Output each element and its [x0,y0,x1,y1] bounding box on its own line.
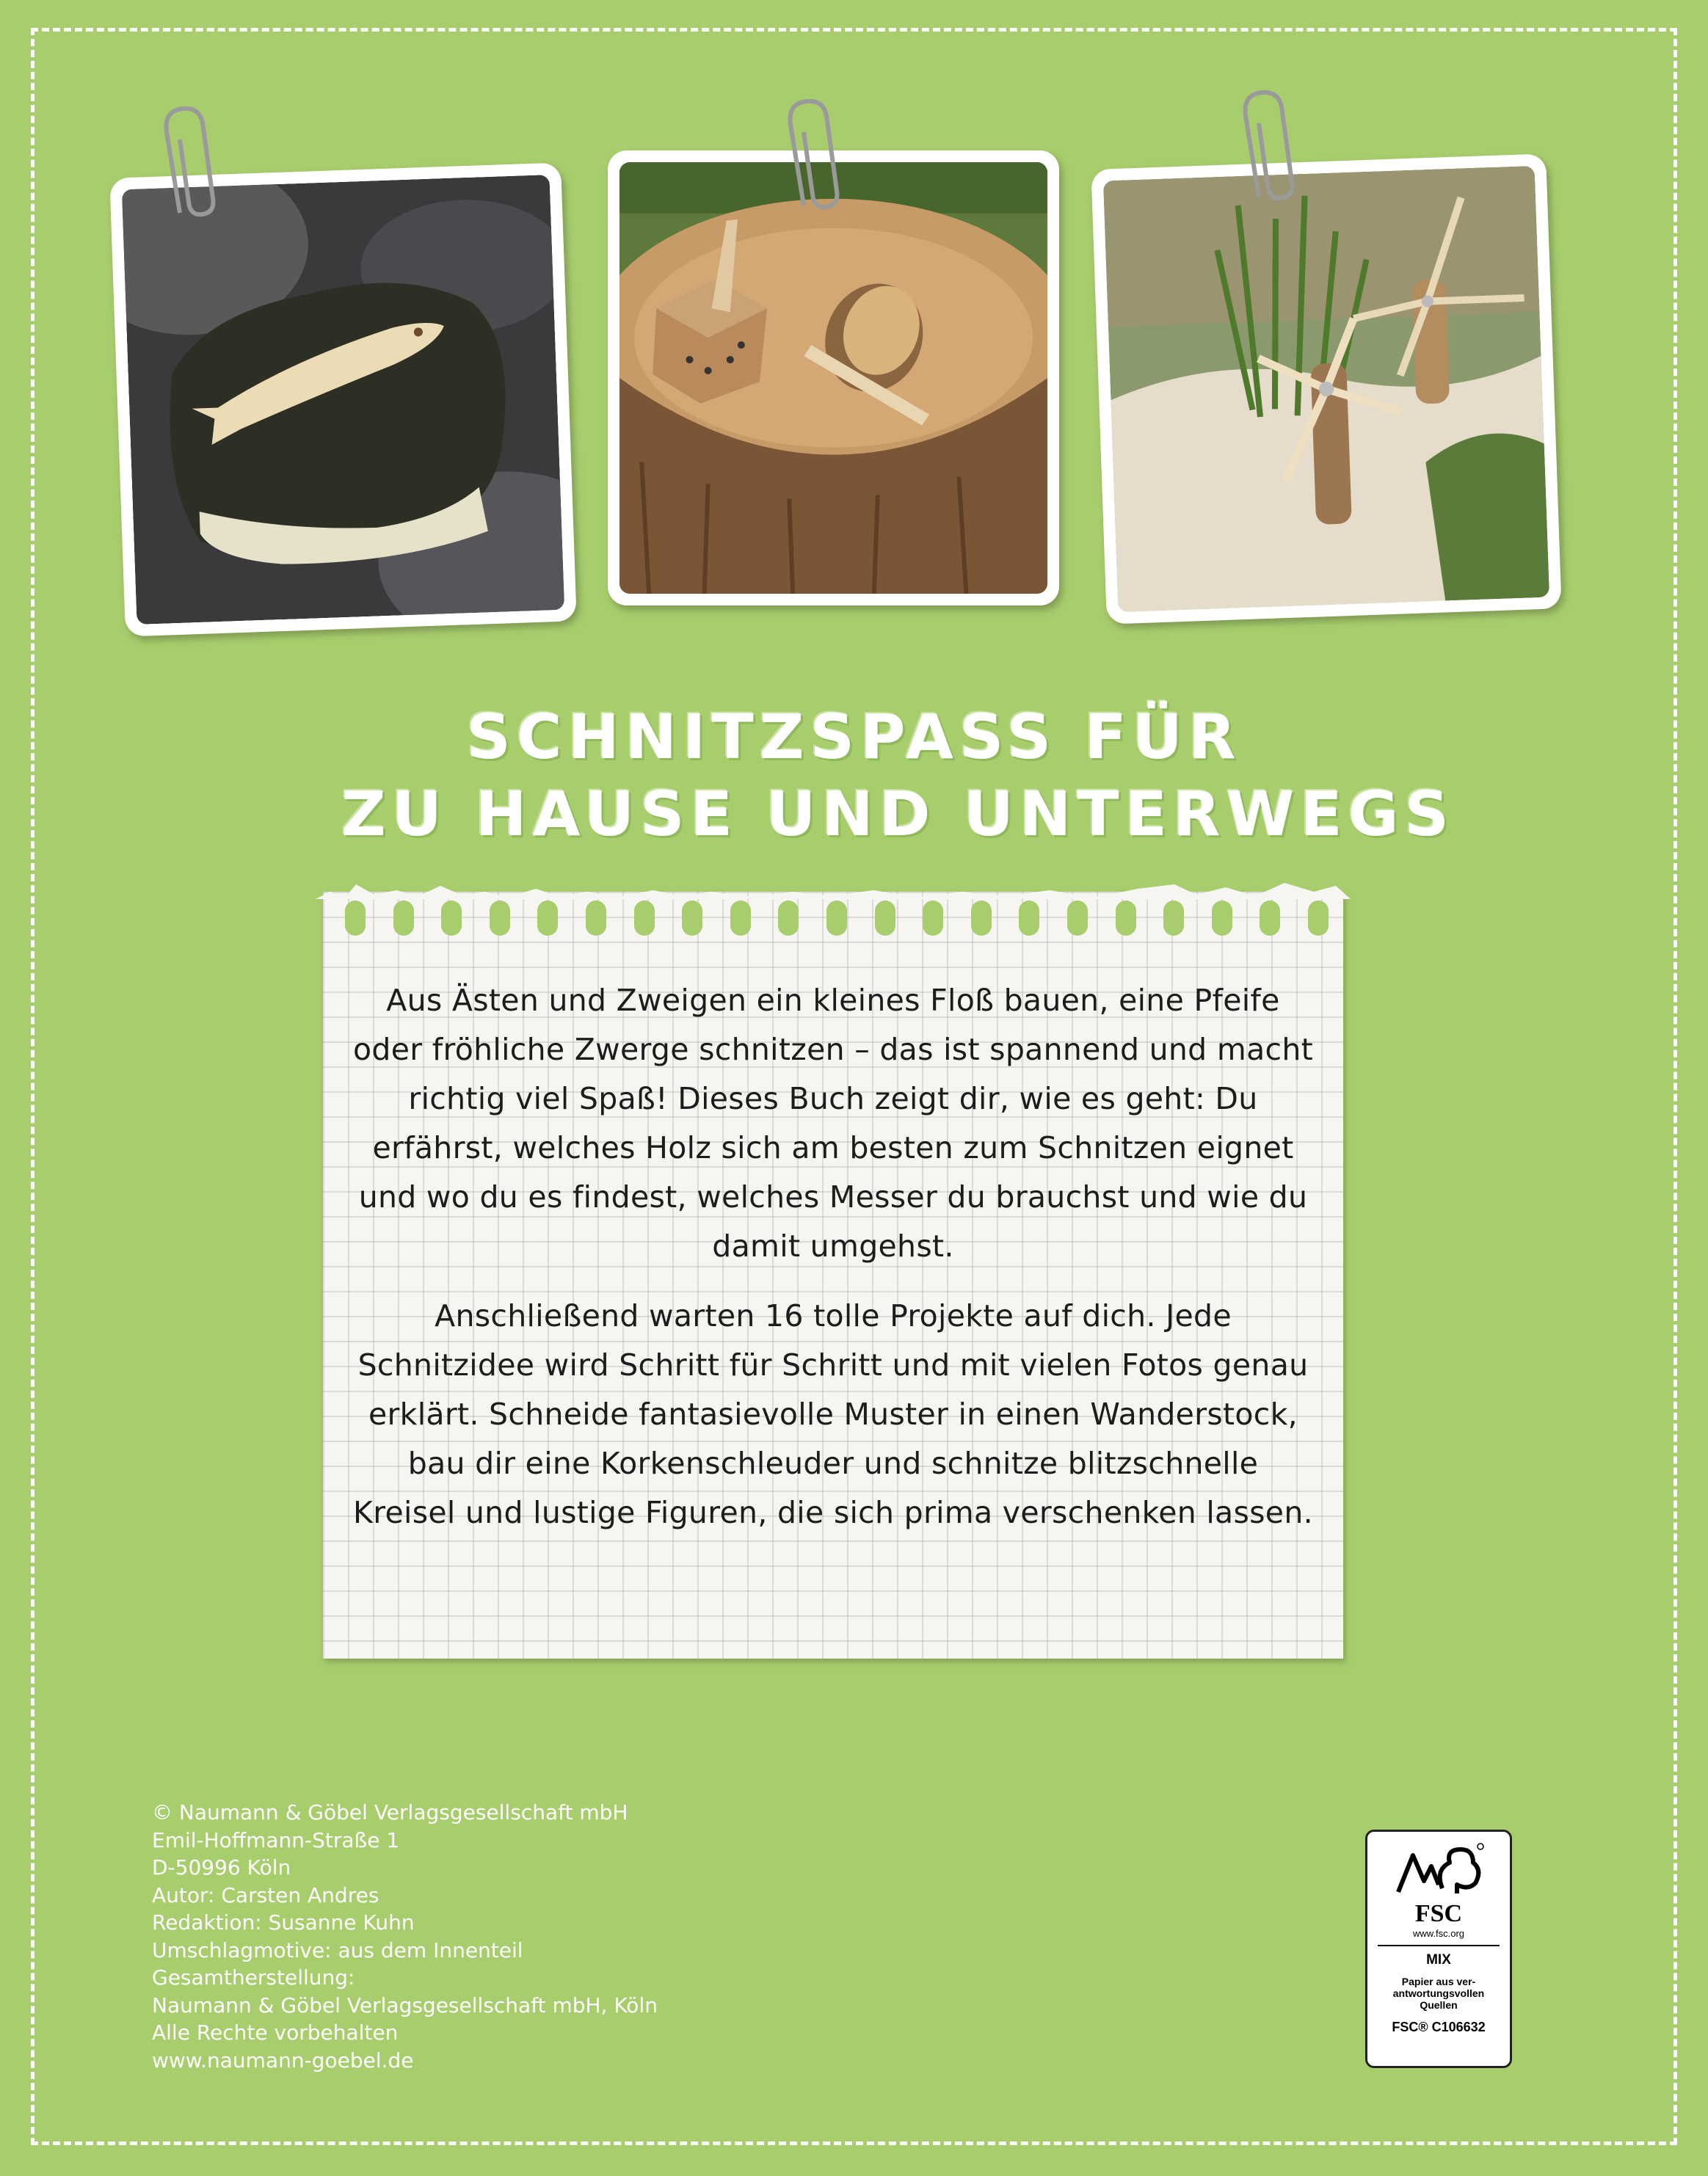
fsc-license-code: FSC® C106632 [1392,2020,1486,2034]
imprint-line: © Naumann & Göbel Verlagsgesellschaft mbH [152,1800,628,1824]
imprint-line: Alle Rechte vorbehalten [152,2020,399,2045]
binder-holes [345,900,1329,945]
fsc-description-line: Papier aus ver- [1401,1976,1476,1987]
description-text [352,976,1314,1558]
fsc-tree-logo-icon [1391,1841,1486,1899]
imprint-line: www.naumann-goebel.de [152,2048,414,2073]
fsc-description-line: antwortungsvollen [1392,1987,1485,1999]
photo-windmills [1091,153,1561,624]
imprint-line: Autor: Carsten Andres [152,1882,379,1907]
photo-carved-fish [109,162,576,636]
fsc-label [1365,1830,1512,2068]
imprint-line: Umschlagmotive: aus dem Innenteil [152,1937,523,1962]
paperclip-icon [1237,87,1303,211]
description-paragraph-2: Anschließend warten 16 tolle Projekte auf dich. Jede Schnitzidee wird Schritt für Schritt und mit vielen Fotos genau erklärt. Schneide fantasievolle Muster in einen Wanderstock, bau dir eine Korkenschleuder und schnitze blitzschnelle Kreisel und lustige Figuren, die sich prima verschenken lassen. [353,1298,1313,1530]
fsc-description [1367,1976,1510,2011]
paperclip-icon [782,95,848,220]
imprint-line: Emil-Hoffmann-Straße 1 [152,1827,400,1852]
imprint-line: D-50996 Köln [152,1855,291,1880]
fsc-description-line: Quellen [1420,1999,1458,2011]
torn-edge [316,870,1351,899]
fsc-website: www.fsc.org [1412,1928,1465,1939]
imprint-line: Gesamtherstellung: [152,1965,355,1990]
fsc-name: FSC [1414,1900,1463,1927]
headline-line-1: SCHNITZSPASS FÜR [466,701,1242,773]
notebook-paper [323,892,1343,1659]
headline-line-2: ZU HAUSE UND UNTERWEGS [341,778,1456,850]
imprint-line: Naumann & Göbel Verlagsgesellschaft mbH, Köln [152,1993,658,2017]
description-paragraph-1: Aus Ästen und Zweigen ein kleines Floß bauen, eine Pfeife oder fröhliche Zwerge schnitzen – das ist spannend und macht richtig viel Spaß! Dieses Buch zeigt dir, wie es geht: Du erfährst, welches Holz sich am besten zum Schnitzen eignet und wo du es findest, welches Messer du brauchst und wie du damit umgehst. [353,983,1313,1264]
paperclip-icon [158,103,224,228]
imprint-line: Redaktion: Susanne Kuhn [152,1910,415,1935]
imprint [152,1799,658,2074]
fsc-mix: MIX [1426,1952,1451,1968]
